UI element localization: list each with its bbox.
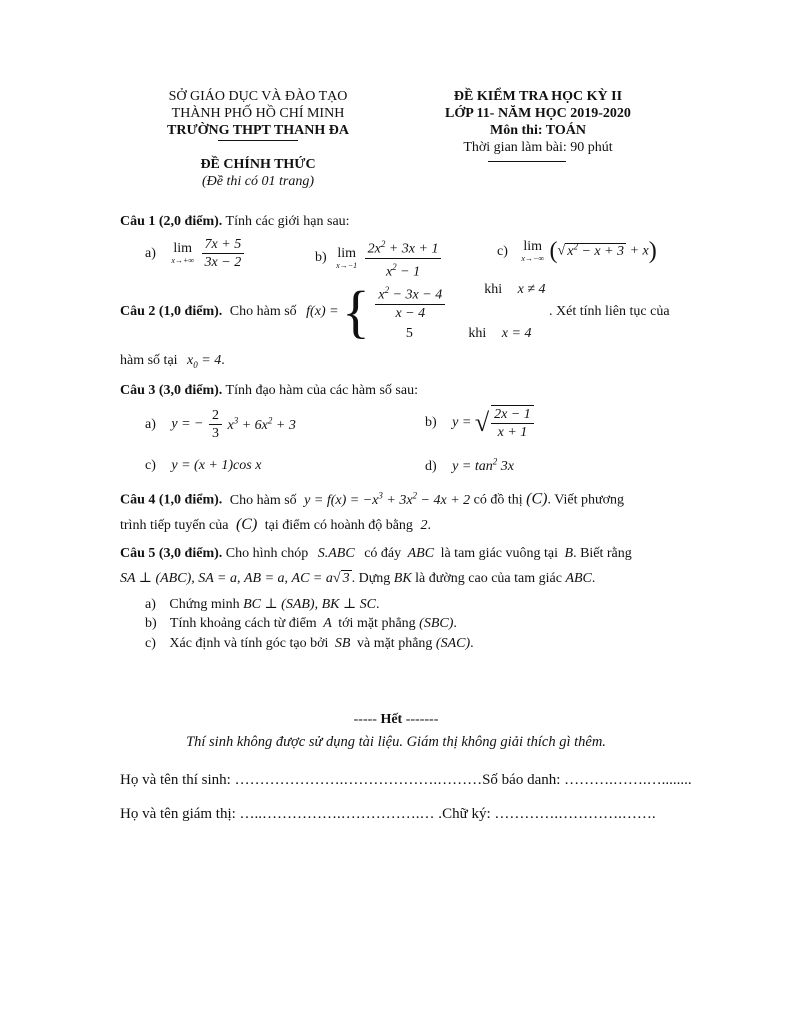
q3-a-rest: $x^3 + 6x^2 + 3$ [227,415,296,433]
grade-year: LỚP 11- NĂM HỌC 2019-2020 [445,106,631,121]
q2-function: f(x) = [306,304,339,319]
q2-case1-khi: khi [484,282,503,297]
lim-word: lim [173,241,193,256]
q1-a-limit [171,242,194,265]
q5-abc: ABC [407,546,435,561]
q2-brace: { [342,279,370,344]
q5-text4: . Biết rằng [573,546,632,561]
q3-a-fraction: $\frac{2}{3}$ [209,407,222,442]
q5-line2: SA ⊥ (ABC), SA = a, AB = a, AC = a√ 3 . Dựng BK là đường cao của tam giác ABC. [120,571,596,586]
q5-b-text1: Tính khoảng cách từ điểm [169,616,317,631]
q5-part-c: c) Xác định và tính góc tạo bởi SB và mặt phẳng (SAC). [145,636,474,651]
q4-line1 [120,490,624,509]
q5-part-a: a) Chứng minh BC ⊥ (SAB), BK ⊥ SC. [145,597,380,612]
duration: Thời gian làm bài: 90 phút [463,140,613,155]
q1-title: Câu 1 (2,0 điểm). [120,214,223,229]
q1-c-limit [521,240,544,263]
school-name: TRƯỜNG THPT THANH ĐA [167,123,349,138]
exam-note: Thí sinh không được sử dụng tài liệu. Giám thị không giải thích gì thêm. [186,734,606,750]
q5-abc2: ABC [565,571,592,586]
q3-b-label: b) [425,415,437,430]
q4-text5: tại điểm có hoành độ bằng [264,518,413,533]
q3-d-label: d) [425,458,437,474]
q2-case2-khi: khi [468,326,487,341]
q5-cond4: AC = a√ 3 [291,571,350,586]
q5-text1: Cho hình chóp [225,546,309,561]
q5-c-label: c) [145,636,156,651]
q1-text: Tính các giới hạn sau: [225,214,350,229]
q5-text5: . Dựng [351,571,391,586]
header-right [420,88,656,156]
q5-vertex-b: B [564,546,574,561]
q3-c-label: c) [145,458,156,473]
q4-function: $y = f(x) = -x^3 + 3x^2 - 4x + 2$ [304,490,471,508]
q5-a-text: Chứng minh [169,597,240,612]
q2-line2 [120,353,225,370]
q2-end: . [221,353,225,368]
proctor-name-label: Họ và tên giám thị: …..…………….…………….… . [120,806,443,822]
q5-a-label: a) [145,597,156,612]
q1-part-b [315,236,443,280]
q4-curve-ref: (C) [235,516,258,533]
q1-c-label: c) [497,243,508,259]
subject: Môn thi: TOÁN [490,123,586,138]
denominator: 3x − 2 [204,255,242,270]
q5-c-line: SB [334,636,351,651]
q5-c-text2: và mặt phẳng [356,636,433,651]
q2-line1 [120,279,670,344]
department-name: SỞ GIÁO DỤC VÀ ĐÀO TẠO [168,89,348,104]
q3-b-prefix: y = [452,415,472,430]
q4-line2 [120,516,431,534]
q2-case2-value: 5 [405,326,413,341]
header-right-rule [488,161,566,162]
q4-text1: Cho hàm số [229,492,297,508]
city-name: THÀNH PHỐ HỒ CHÍ MINH [171,106,345,121]
q5-a-math1: BC ⊥ (SAB) [243,597,315,612]
q2-text2: . Xét tính liên tục của [549,304,670,319]
q5-cond2: SA = a [198,571,237,586]
q5-cond1: SA ⊥ (ABC) [120,571,192,586]
q3-a-prefix: y = − [171,416,204,432]
q5-b-label: b) [145,616,157,631]
q3-part-d [425,456,514,475]
q5-b-point: A [323,616,332,631]
q2-case2-cond: x = 4 [501,326,532,341]
q5-bk: BK [393,571,412,586]
q2-text1: Cho hàm số [229,304,297,319]
q2-case1-fraction: $\frac{x^2 - 3x - 4}{x - 4}$ [375,282,445,322]
lim-sub: x→−∞ [521,254,545,263]
q1-part-a [145,236,246,271]
student-id-label: Số báo danh: ……….…….…........ [482,772,692,788]
q4-text2: có đồ thị [473,492,523,508]
q4-curve: (C) [526,490,548,508]
q5-title: Câu 5 (3,0 điểm). [120,546,223,561]
q5-end: . [591,571,596,586]
header-left [140,88,376,139]
lim-word: lim [337,245,356,261]
signature-label: Chữ ký: ………….………….……. [442,806,656,822]
q1-b-label: b) [315,250,327,266]
official-block [140,156,376,190]
q5-sabc: S.ABC [317,546,355,561]
q5-text2: có đáy [364,546,402,561]
student-info-line [120,772,692,789]
denominator: $x^2 - 1$ [385,261,421,280]
q5-part-b: b) Tính khoảng cách từ điểm A tới mặt phẳng (SBC). [145,616,457,631]
q1-a-fraction [202,236,245,271]
proctor-info-line [120,806,656,823]
q5-b-text2: tới mặt phẳng [338,616,416,631]
q3-c-expression: y = (x + 1)cos x [171,458,262,473]
q5-text6: là đường cao của tam giác [415,571,562,586]
q5-a-math2: BK ⊥ SC [321,597,376,612]
q3-part-c [145,458,261,474]
q1-a-label: a) [145,245,156,261]
q3-title: Câu 3 (3,0 điểm). [120,383,223,398]
q1-heading [120,214,350,230]
end-mark: ----- Hết ------- [353,712,439,727]
lim-sub: x→−1 [336,260,358,270]
numerator: 7x + 5 [202,236,245,254]
official-label: ĐỀ CHÍNH THỨC [200,157,316,172]
q5-line1 [120,546,632,562]
exam-title: ĐỀ KIỂM TRA HỌC KỲ II [453,89,623,104]
q3-a-label: a) [145,416,156,432]
q2-text3: hàm số tại [120,353,178,368]
q4-text3: . Viết phương [547,492,624,508]
q3-b-fraction: $\frac{2x - 1}{x + 1}$ [491,405,534,441]
q1-b-fraction [365,236,442,280]
q5-text3: là tam giác vuông tại [440,546,558,561]
q2-case1-cond: x ≠ 4 [517,282,546,297]
q3-heading [120,383,418,399]
q4-end: . [427,518,431,533]
q4-text4: trình tiếp tuyến của [120,518,229,533]
lim-sub: x→+∞ [171,256,195,265]
q3-part-b: b) y = √ $\frac{2x - 1}{x + 1}$ [425,405,536,441]
q3-part-a [145,407,296,442]
q5-c-plane: (SAC) [435,636,471,651]
q2-point: $x_0 = 4$ [187,353,222,370]
lim-word: lim [523,239,543,254]
q5-b-plane: (SBC) [419,616,454,631]
student-name-label: Họ và tên thí sinh: ………………….……………….……… [120,772,483,788]
header-left-rule [218,140,298,141]
q5-c-text1: Xác định và tính góc tạo bởi [169,636,329,651]
q2-cases [373,282,545,342]
q1-c-expression: √ $x^2 - x + 3 + x$ [557,241,649,259]
numerator: $2x^2 + 3x + 1$ [365,236,442,259]
pages-note: (Đề thi có 01 trang) [202,174,314,189]
q3-text: Tính đạo hàm của các hàm số sau: [225,383,418,398]
q1-part-c: c) lim x→−∞ (√ $x^2 - x + 3 + x$) [497,238,657,264]
q1-b-limit [336,247,357,270]
q4-title: Câu 4 (1,0 điểm). [120,492,223,508]
q5-cond3: AB = a [243,571,285,586]
q2-title: Câu 2 (1,0 điểm). [120,304,223,319]
q4-value: 2 [420,518,428,533]
q3-d-expression: $y = \tan^2 3x$ [452,456,514,474]
